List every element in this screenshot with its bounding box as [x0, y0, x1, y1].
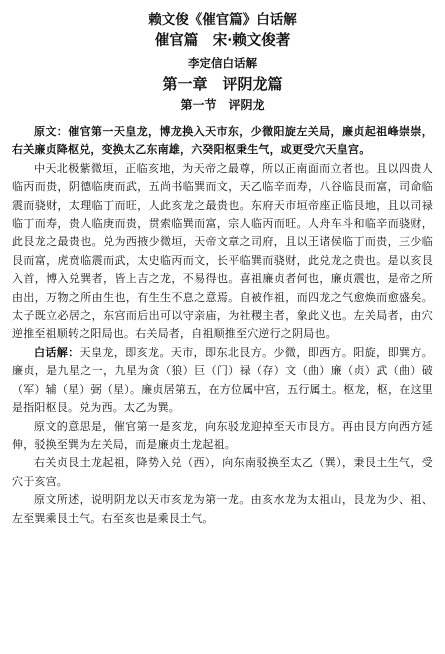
chapter-heading: 第一章 评阴龙篇 — [162, 75, 283, 93]
commentary-paragraph: 中天北极紫微垣，正临亥地，为天帝之最尊，所以正南面而立者也。且以四贵人临丙而贵，阴德临庚而武，五尚书临巽而文，天乙临辛而寿，八谷临艮而富，司命临震而骁财，太理临丁而旺，人此亥龙之最贵也。东府天市垣帝座正临艮地，且以司禄临丁而寿，贵人临庚而贵，贯索临巽而富，宗人临丙而旺。人舟车斗和临辛而骁财，此艮龙之最贵也。兑为西掖少微垣，天帝文章之司府，且以王诸侯临丁而贵，三少临艮而富，虎贲临震而武，太史临丙而文，长平临巽而骁财，此兑龙之贵也。是以亥艮入首，博入兑巽者，皆上吉之龙，不易得也。喜祖廉贞者何也，廉贞震也，是帝之所由出，万物之所由生也，有生生不息之意焉。自被作祖，而四龙之气愈焕而愈盛矣。太子既立必居之，东宫而后出可以守亲庙，为社稷主者，象此义也。左关局者，由穴逆推至祖顺转之阳局也。右关局者，自祖顺推至穴逆行之阴局也。 — [12, 161, 433, 341]
original-text: 催官第一天皇龙，博龙换入天市东，少微阳旋左关局，廉贞起祖峰崇崇，右关廉贞降枢兑，变换太乙东南雄，六癸阳枢秉生气，或更受穴天皇宫。 — [12, 125, 433, 157]
book-subtitle: 催官篇 宋·赖文俊著 — [154, 32, 291, 49]
section-heading: 第一节 评阴龙 — [180, 98, 265, 112]
translator-line: 李定信白话解 — [188, 56, 257, 70]
explanation-paragraph-1 — [12, 344, 433, 418]
explanation-paragraph-4: 原文所述，说明阴龙以天市亥龙为第一龙。由亥水龙为太祖山，艮龙为少、祖、左至巽乘艮土气。右至亥也是乘艮土气。 — [12, 493, 433, 525]
explanation-label: 白话解： — [34, 345, 80, 359]
explanation-text-1: 天皇龙，即亥龙。天市，即东北艮方。少微，即西方。阳旋，即巽方。廉贞，是九星之一，九星为贪（狼）巨（门）禄（存）文（曲）廉（贞）武（曲）破（军）辅（星）弼（星）。廉贞居第五，在方位属中宫，五行属土。枢龙，枢，在这里是指阳枢艮。兑为西。太乙为巽。 — [12, 345, 433, 415]
explanation-paragraph-2: 原文的意思是，催官第一是亥龙，向东驳龙迎掉至天市艮方。再由艮方向西方延伸，驳换至巽为左关局，而是廉贞土龙起祖。 — [12, 419, 433, 451]
document-title: 赖文俊《催官篇》白话解 — [148, 12, 297, 28]
explanation-paragraph-3: 右关贞艮土龙起祖，降势入兑（西），向东南驳换至太乙（巽），秉艮土生气，受穴于亥宫。 — [12, 456, 433, 488]
original-label: 原文： — [34, 125, 69, 138]
original-text-paragraph — [12, 123, 433, 160]
